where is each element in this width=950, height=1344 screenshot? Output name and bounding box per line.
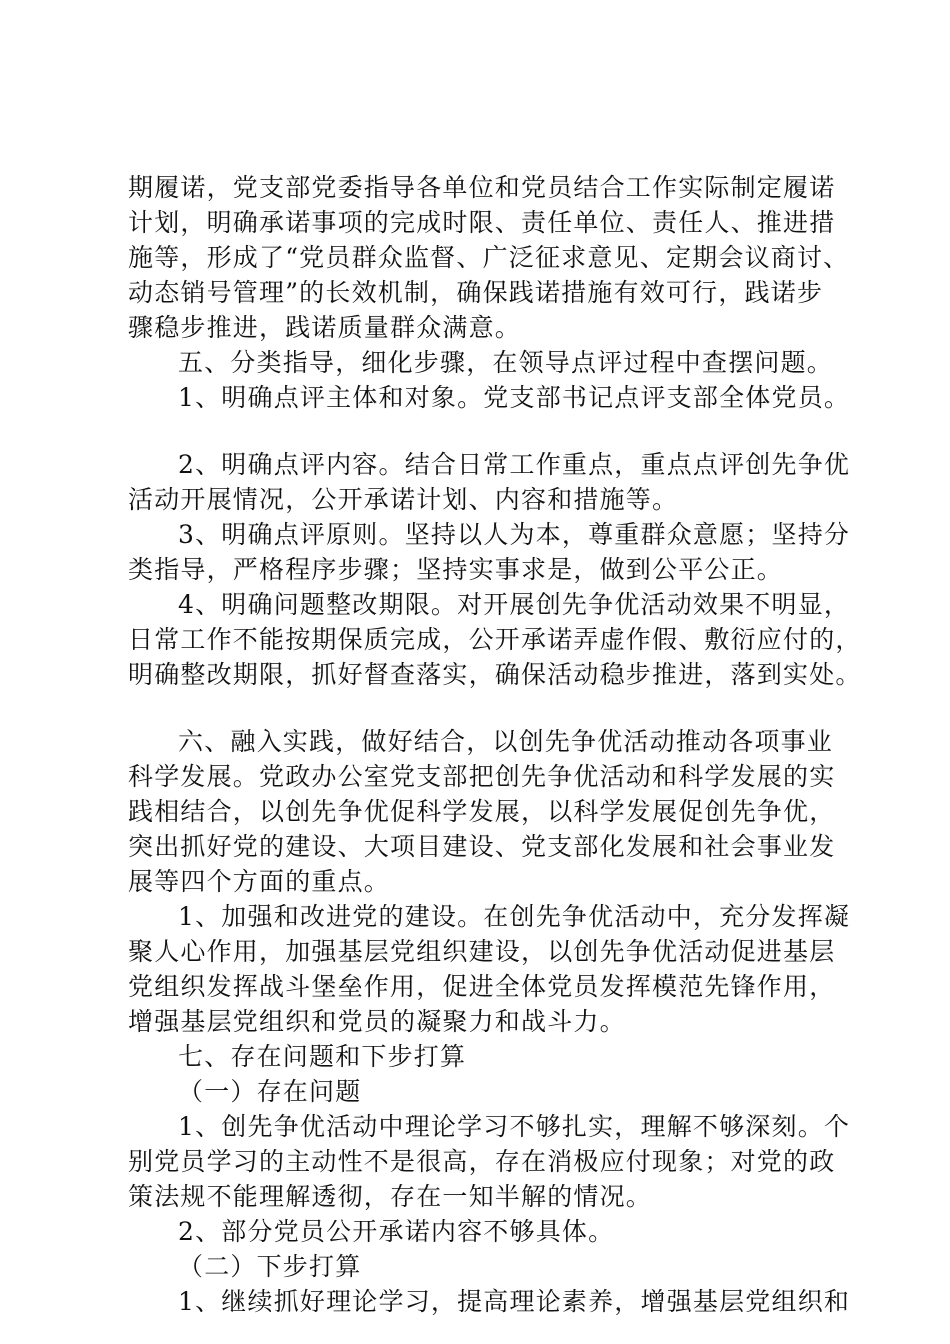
section-heading: 七、存在问题和下步打算 — [178, 1042, 467, 1071]
body-line: 1、明确点评主体和对象。党支部书记点评支部全体党员。 — [178, 383, 851, 412]
body-line: 策法规不能理解透彻，存在一知半解的情况。 — [128, 1182, 653, 1211]
body-line: 期履诺，党支部党委指导各单位和党员结合工作实际制定履诺 — [128, 173, 836, 202]
body-line: 突出抓好党的建设、大项目建设、党支部化发展和社会事业发 — [128, 832, 836, 861]
body-line: 2、明确点评内容。结合日常工作重点，重点点评创先争优 — [178, 450, 851, 479]
body-line: 践相结合，以创先争优促科学发展，以科学发展促创先争优， — [128, 797, 836, 826]
body-line: 1、创先争优活动中理论学习不够扎实，理解不够深刻。个 — [178, 1112, 851, 1141]
body-line: 明确整改期限，抓好督查落实，确保活动稳步推进，落到实处。 — [128, 660, 862, 689]
body-line: 施等，形成了“党员群众监督、广泛征求意见、定期会议商讨、 — [128, 243, 850, 272]
body-line: 类指导，严格程序步骤；坚持实事求是，做到公平公正。 — [128, 555, 784, 584]
subsection-heading: （一）存在问题 — [178, 1077, 362, 1106]
subsection-heading: （二）下步打算 — [178, 1252, 362, 1281]
body-line: 3、明确点评原则。坚持以人为本，尊重群众意愿；坚持分 — [178, 520, 851, 549]
body-line: 动态销号管理”的长效机制，确保践诺措施有效可行，践诺步 — [128, 278, 824, 307]
body-line: 党组织发挥战斗堡垒作用，促进全体党员发挥模范先锋作用， — [128, 972, 836, 1001]
body-line: 展等四个方面的重点。 — [128, 867, 391, 896]
body-line: 2、部分党员公开承诺内容不够具体。 — [178, 1217, 615, 1246]
body-line: 增强基层党组织和党员的凝聚力和战斗力。 — [128, 1007, 626, 1036]
body-line: 日常工作不能按期保质完成，公开承诺弄虚作假、敷衍应付的， — [128, 625, 862, 654]
section-heading: 五、分类指导，细化步骤，在领导点评过程中查摆问题。 — [178, 348, 834, 377]
section-heading: 六、融入实践，做好结合，以创先争优活动推动各项事业 — [178, 727, 834, 756]
body-line: 1、继续抓好理论学习，提高理论素养，增强基层党组织和 — [178, 1287, 851, 1316]
body-line: 聚人心作用，加强基层党组织建设，以创先争优活动促进基层 — [128, 937, 836, 966]
body-line: 计划，明确承诺事项的完成时限、责任单位、责任人、推进措 — [128, 208, 836, 237]
body-line: 骤稳步推进，践诺质量群众满意。 — [128, 313, 522, 342]
body-line: 1、加强和改进党的建设。在创先争优活动中，充分发挥凝 — [178, 902, 851, 931]
body-line: 活动开展情况，公开承诺计划、内容和措施等。 — [128, 485, 679, 514]
body-line: 4、明确问题整改期限。对开展创先争优活动效果不明显， — [178, 590, 851, 619]
body-line: 科学发展。党政办公室党支部把创先争优活动和科学发展的实 — [128, 762, 836, 791]
body-line: 别党员学习的主动性不是很高，存在消极应付现象；对党的政 — [128, 1147, 836, 1176]
